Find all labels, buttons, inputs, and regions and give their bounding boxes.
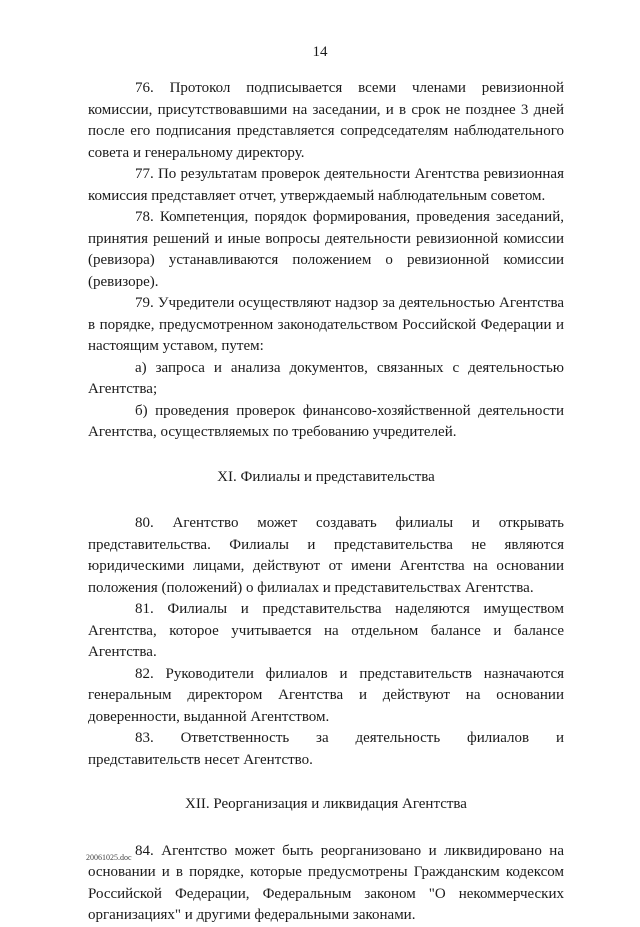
file-name-footer: 20061025.doc xyxy=(86,853,132,862)
paragraph-84: 84. Агентство может быть реорганизовано и ликвидировано на основании и в порядке, которые предусмотрены Гражданским кодексом Российской Федерации, Федеральным законом "О некоммерческих организациях" и другими федеральными законами. xyxy=(88,842,564,923)
document-body xyxy=(88,78,564,927)
paragraph-79-a: а) запроса и анализа документов, связанных с деятельностью Агентства; xyxy=(88,359,564,397)
page-number: 14 xyxy=(312,44,328,60)
paragraph-82: 82. Руководители филиалов и представительств назначаются генеральным директором Агентства и действуют на основании доверенности, выданной Агентством. xyxy=(88,665,564,725)
paragraph-83: 83. Ответственность за деятельность филиалов и представительств несет Агентство. xyxy=(88,730,564,768)
paragraph-77: 77. По результатам проверок деятельности Агентства ревизионная комиссия представляет отчет, утверждаемый наблюдательным советом. xyxy=(88,166,564,204)
section-heading-xii: XII. Реорганизация и ликвидация Агентства xyxy=(185,796,467,812)
paragraph-81: 81. Филиалы и представительства наделяются имуществом Агентства, которое учитывается на отдельном балансе и балансе Агентства. xyxy=(88,601,564,660)
paragraph-79-b: б) проведения проверок финансово-хозяйственной деятельности Агентства, осуществляемых по требованию учредителей. xyxy=(88,402,564,440)
paragraph-80: 80. Агентство может создавать филиалы и открывать представительства. Филиалы и представительства не являются юридическими лицами, действуют от имени Агентства на основании положения (положений) о филиалах и представительствах Агентства. xyxy=(88,515,564,596)
paragraph-79: 79. Учредители осуществляют надзор за деятельностью Агентства в порядке, предусмотренном законодательством Российской Федерации и настоящим уставом, путем: xyxy=(88,295,564,354)
paragraph-76: 76. Протокол подписывается всеми членами ревизионной комиссии, присутствовавшими на заседании, и в срок не позднее 3 дней после его подписания представляется сопредседателям наблюдательного совета и генеральному директору. xyxy=(88,80,564,161)
section-heading-xi: XI. Филиалы и представительства xyxy=(217,468,435,485)
paragraph-78: 78. Компетенция, порядок формирования, проведения заседаний, принятия решений и иные вопросы деятельности ревизионной комиссии (ревизора) устанавливаются положением о ревизионной комиссии (ревизоре). xyxy=(88,209,564,290)
